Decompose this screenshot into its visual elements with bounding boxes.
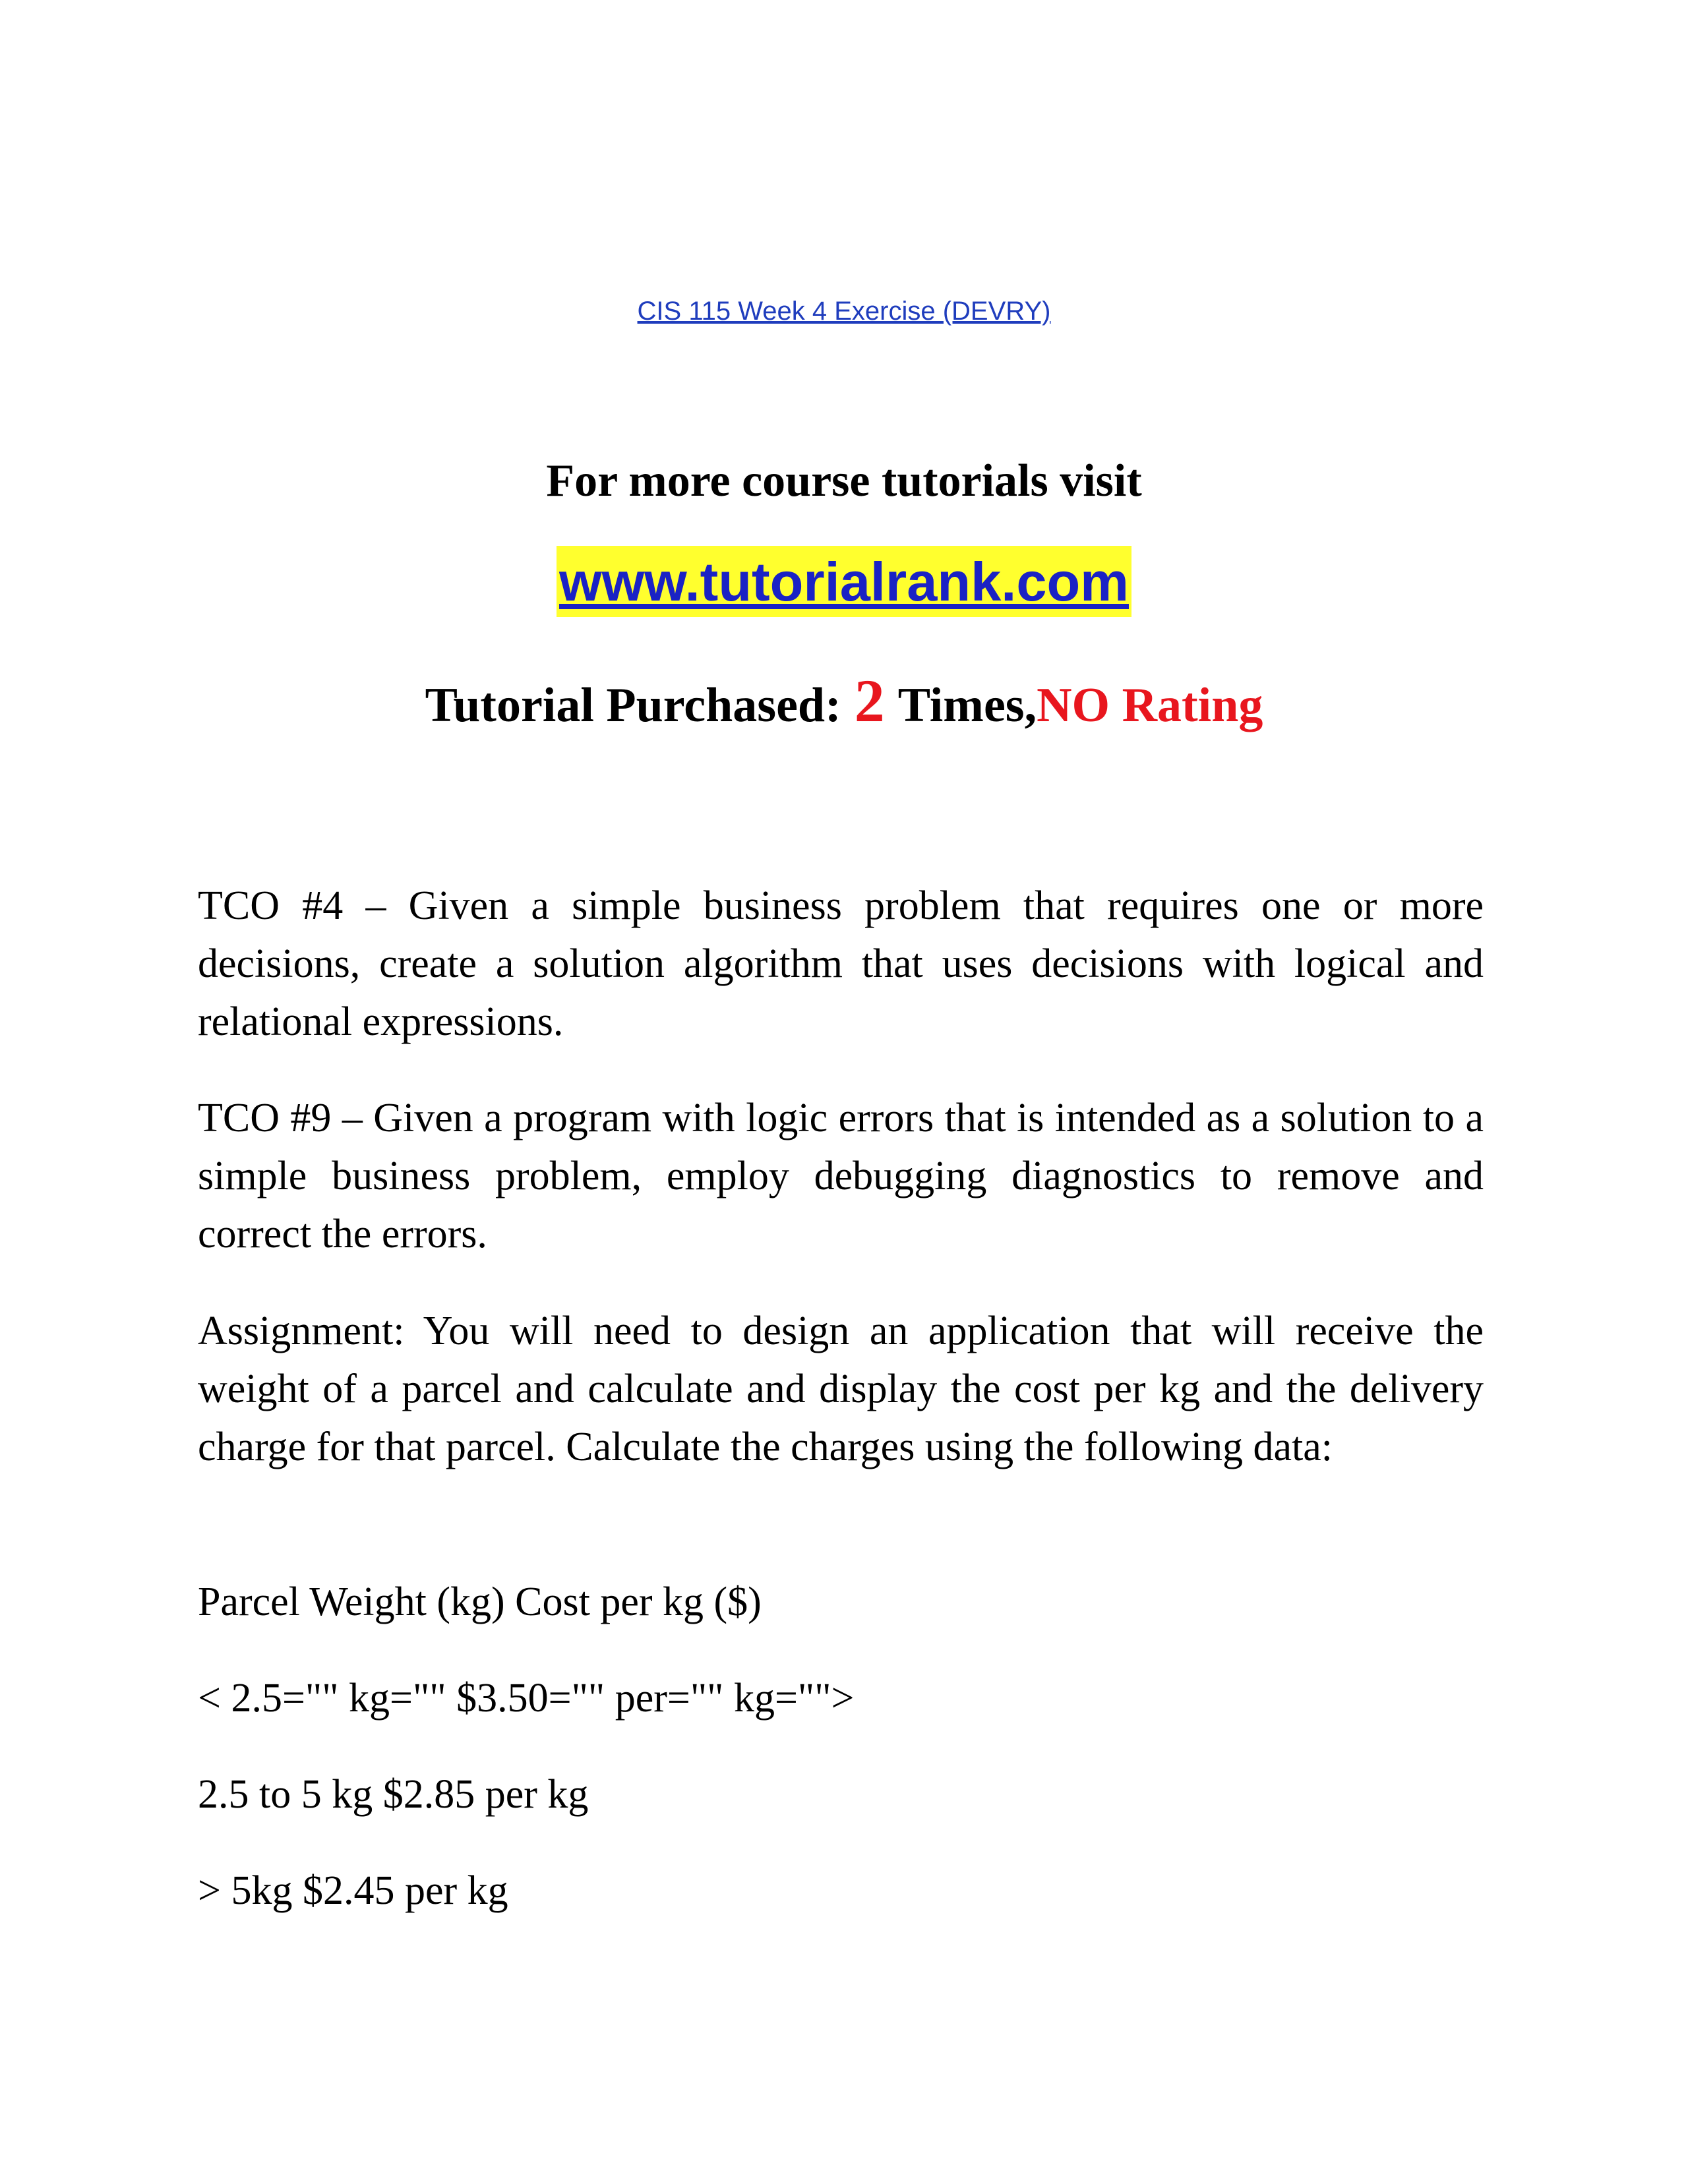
tco4-paragraph: TCO #4 – Given a simple business problem that requires one or more decisions, create a solution algorithm that uses decisions with logical and relational expressions. <box>198 883 1484 1044</box>
rate-row: > 5kg $2.45 per kg <box>198 1868 508 1913</box>
purchase-times: Times, <box>897 678 1037 732</box>
purchase-label: Tutorial Purchased: <box>425 678 841 732</box>
purchase-info <box>0 666 1688 736</box>
course-title-link[interactable]: CIS 115 Week 4 Exercise (DEVRY) <box>637 297 1051 326</box>
tco9-paragraph: TCO #9 – Given a program with logic errors that is intended as a solution to a simple business problem, employ debugging diagnostics to remove and correct the errors. <box>198 1096 1484 1256</box>
rate-table-header: Parcel Weight (kg) Cost per kg ($) <box>198 1579 762 1624</box>
purchase-count: 2 <box>854 667 885 734</box>
visit-heading: For more course tutorials visit <box>546 456 1142 506</box>
rating-status: NO Rating <box>1037 678 1263 732</box>
site-link[interactable]: www.tutorialrank.com <box>557 546 1131 617</box>
rate-row: < 2.5="" kg="" $3.50="" per="" kg=""> <box>198 1676 855 1721</box>
rate-row: 2.5 to 5 kg $2.85 per kg <box>198 1772 589 1817</box>
assignment-paragraph: Assignment: You will need to design an application that will receive the weight of a parcel and calculate and display the cost per kg and the delivery charge for that parcel. Calculate the charges using the following data: <box>198 1309 1484 1469</box>
site-link-row <box>0 546 1688 617</box>
